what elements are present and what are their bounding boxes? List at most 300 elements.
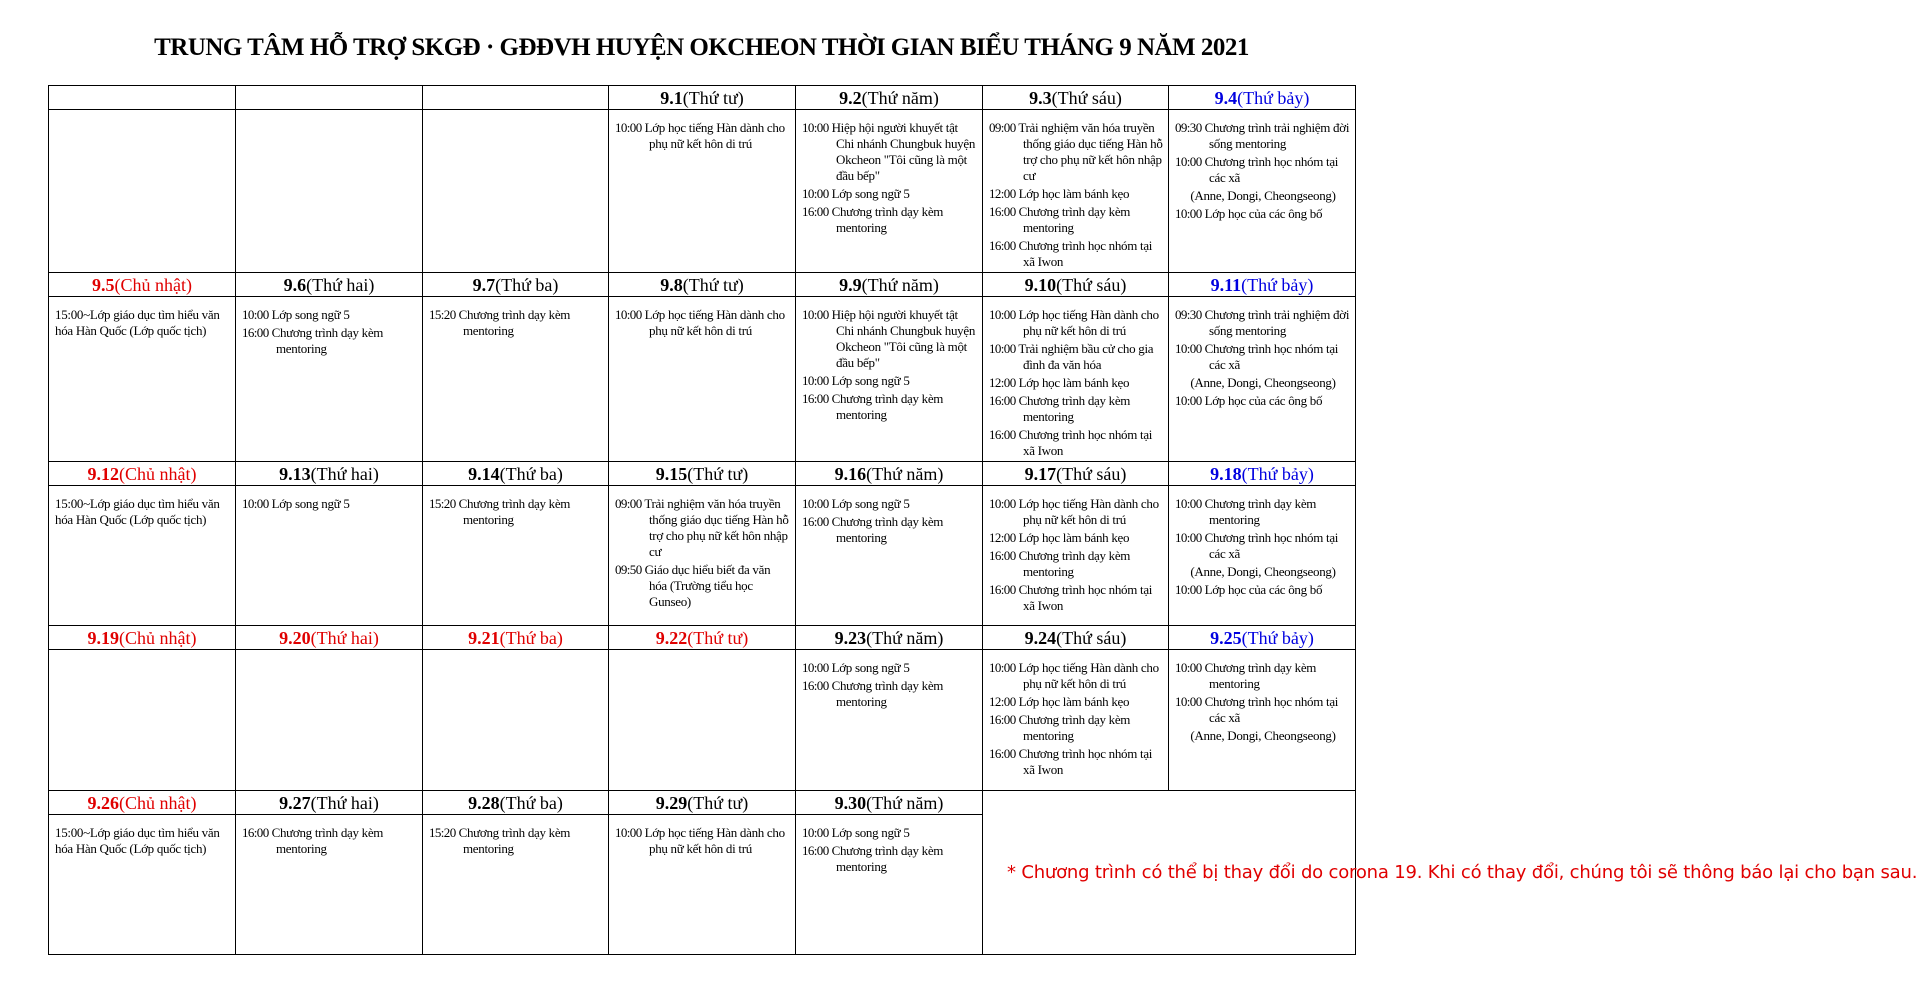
- event-item: [1175, 530, 1351, 562]
- event-time: 10:00: [1175, 154, 1202, 169]
- day-name: (Chủ nhật): [119, 792, 197, 813]
- event-item: [989, 375, 1164, 391]
- day-header: [423, 791, 609, 815]
- day-name: (Thứ năm): [861, 87, 939, 108]
- day-number: 9.7: [472, 274, 496, 295]
- event-text: Lớp học làm bánh kẹo: [1018, 530, 1130, 545]
- day-name: (Thứ tư): [682, 87, 744, 108]
- day-name: (Thứ ba): [495, 274, 559, 295]
- day-header: [609, 791, 796, 815]
- day-cell: [49, 486, 236, 626]
- event-text: Lớp học làm bánh kẹo: [1018, 186, 1130, 201]
- day-name: (Thứ tư): [687, 627, 749, 648]
- event-item: [989, 694, 1164, 710]
- day-number: 9.12: [87, 463, 119, 484]
- event-time: 10:00: [1175, 341, 1202, 356]
- day-header: [796, 273, 983, 297]
- event-item: [802, 186, 978, 202]
- event-time: 16:00: [989, 548, 1016, 563]
- day-name: (Chủ nhật): [119, 463, 197, 484]
- event-text: Chương trình học nhóm tại xã Iwon: [1018, 582, 1153, 613]
- event-item: [989, 712, 1164, 744]
- week-content-row: [49, 486, 1356, 626]
- event-time: 15:20: [429, 496, 456, 511]
- day-header: [423, 626, 609, 650]
- event-item: [55, 825, 231, 857]
- day-cell: [1169, 110, 1356, 273]
- event-item: [1175, 496, 1351, 528]
- event-time: 15:20: [429, 825, 456, 840]
- day-cell: [49, 110, 236, 273]
- day-cell: [983, 297, 1169, 462]
- event-text: Lớp song ngữ 5: [831, 186, 910, 201]
- event-text: Lớp học của các ông bố: [1204, 393, 1323, 408]
- day-number: 9.27: [279, 792, 311, 813]
- event-item: [802, 391, 978, 423]
- day-number: 9.17: [1024, 463, 1057, 484]
- day-number: 9.15: [655, 463, 688, 484]
- day-header: [609, 86, 796, 110]
- event-text: Hiệp hội người khuyết tật Chi nhánh Chungbuk huyện Okcheon "Tôi cũng là một đầu bếp": [831, 307, 976, 370]
- event-item: [802, 825, 978, 841]
- day-cell: [983, 650, 1169, 791]
- event-text: Chương trình dạy kèm mentoring: [831, 514, 944, 545]
- day-number: 9.13: [279, 463, 311, 484]
- day-cell: [49, 650, 236, 791]
- event-item: [1175, 694, 1351, 726]
- event-item: [802, 496, 978, 512]
- event-text: Lớp học tiếng Hàn dành cho phụ nữ kết hôn di trú: [644, 825, 785, 856]
- day-cell: [423, 486, 609, 626]
- event-time: 10:00: [1175, 660, 1202, 675]
- event-text: Lớp học tiếng Hàn dành cho phụ nữ kết hôn di trú: [644, 120, 785, 151]
- event-time: 16:00: [989, 204, 1016, 219]
- event-text: Lớp học tiếng Hàn dành cho phụ nữ kết hôn di trú: [1018, 496, 1159, 527]
- event-item: [989, 307, 1164, 339]
- event-text: Chương trình học nhóm tại xã Iwon: [1018, 427, 1153, 458]
- day-number: 9.6: [283, 274, 307, 295]
- event-text: Chương trình dạy kèm mentoring: [458, 307, 571, 338]
- day-header: [49, 273, 236, 297]
- event-text: Chương trình học nhóm tại xã Iwon: [1018, 238, 1153, 269]
- day-cell: [609, 486, 796, 626]
- day-number: 9.3: [1029, 87, 1052, 108]
- event-text: Chương trình học nhóm tại các xã: [1204, 694, 1339, 725]
- day-header: [49, 791, 236, 815]
- day-header: [796, 791, 983, 815]
- event-item: [242, 307, 418, 323]
- event-item: [802, 660, 978, 676]
- day-cell: [609, 110, 796, 273]
- day-header: [49, 462, 236, 486]
- day-cell: [236, 297, 423, 462]
- event-item: [989, 427, 1164, 459]
- event-text: Chương trình dạy kèm mentoring: [271, 825, 384, 856]
- event-time: 10:00: [615, 120, 642, 135]
- event-time: 16:00: [989, 427, 1016, 442]
- event-time: 10:00: [802, 373, 829, 388]
- event-item: [429, 496, 604, 528]
- day-number: 9.20: [279, 627, 311, 648]
- day-header: [49, 86, 236, 110]
- event-time: 10:00: [802, 186, 829, 201]
- event-time: 09:50: [615, 562, 642, 577]
- day-name: (Thứ năm): [866, 463, 944, 484]
- event-text: Chương trình dạy kèm mentoring: [271, 325, 384, 356]
- day-number: 9.28: [468, 792, 500, 813]
- event-time: 16:00: [989, 712, 1016, 727]
- event-item: [802, 514, 978, 546]
- event-item: [1175, 120, 1351, 152]
- event-time: 10:00: [242, 307, 269, 322]
- event-text: Chương trình học nhóm tại các xã: [1204, 341, 1339, 372]
- day-header: [423, 86, 609, 110]
- event-text: Chương trình dạy kèm mentoring: [1018, 393, 1131, 424]
- event-time: 09:00: [989, 120, 1016, 135]
- event-item: [1175, 375, 1351, 391]
- event-time: 12:00: [989, 530, 1016, 545]
- event-text: Chương trình dạy kèm mentoring: [458, 825, 571, 856]
- day-header: [236, 86, 423, 110]
- day-name: (Thứ sáu): [1056, 463, 1127, 484]
- day-name: (Thứ bảy): [1241, 274, 1314, 295]
- event-time: 16:00: [989, 582, 1016, 597]
- event-text: (Anne, Dongi, Cheongseong): [1190, 728, 1336, 743]
- event-item: [802, 307, 978, 371]
- day-header: [609, 273, 796, 297]
- day-number: 9.23: [834, 627, 867, 648]
- event-text: Trải nghiệm văn hóa truyền thống giáo dục tiếng Hàn hỗ trợ cho phụ nữ kết hôn nhập cư: [1018, 120, 1163, 183]
- day-name: (Thứ bảy): [1241, 627, 1314, 648]
- day-number: 9.10: [1024, 274, 1057, 295]
- event-time: 16:00: [989, 746, 1016, 761]
- day-header: [1169, 462, 1356, 486]
- event-item: [242, 496, 418, 512]
- day-header: [1169, 626, 1356, 650]
- event-time: 16:00: [802, 678, 829, 693]
- day-cell: [796, 110, 983, 273]
- week-content-row: [49, 110, 1356, 273]
- event-text: Lớp học làm bánh kẹo: [1018, 375, 1130, 390]
- day-header: [236, 791, 423, 815]
- event-time: 16:00: [802, 843, 829, 858]
- event-text: Chương trình dạy kèm mentoring: [1018, 712, 1131, 743]
- event-time: 15:20: [429, 307, 456, 322]
- day-header: [423, 462, 609, 486]
- event-item: [989, 548, 1164, 580]
- event-time: 16:00: [802, 514, 829, 529]
- event-time: 10:00: [1175, 496, 1202, 511]
- day-cell: [796, 815, 983, 955]
- event-item: [615, 496, 791, 560]
- day-header: [236, 626, 423, 650]
- event-time: 09:30: [1175, 307, 1202, 322]
- event-time: 10:00: [802, 120, 829, 135]
- event-time: 16:00: [989, 238, 1016, 253]
- event-text: Hiệp hội người khuyết tật Chi nhánh Chungbuk huyện Okcheon "Tôi cũng là một đầu bếp": [831, 120, 976, 183]
- event-item: [55, 307, 231, 339]
- day-cell: [983, 486, 1169, 626]
- event-time: 09:30: [1175, 120, 1202, 135]
- day-number: 9.2: [839, 87, 862, 108]
- event-time: 16:00: [989, 393, 1016, 408]
- day-cell: [423, 297, 609, 462]
- event-item: [989, 530, 1164, 546]
- day-name: (Thứ sáu): [1051, 87, 1122, 108]
- event-time: 12:00: [989, 375, 1016, 390]
- day-number: 9.24: [1024, 627, 1057, 648]
- event-item: [1175, 393, 1351, 409]
- event-time: 10:00: [1175, 530, 1202, 545]
- day-header: [1169, 273, 1356, 297]
- event-time: 09:00: [615, 496, 642, 511]
- day-name: (Thứ ba): [499, 463, 563, 484]
- event-text: 15:00~Lớp giáo dục tìm hiểu văn hóa Hàn Quốc (Lớp quốc tịch): [55, 307, 220, 338]
- week-content-row: [49, 650, 1356, 791]
- event-text: Lớp học của các ông bố: [1204, 582, 1323, 597]
- page-title: TRUNG TÂM HỖ TRỢ SKGĐ · GĐĐVH HUYỆN OKCHEON THỜI GIAN BIỂU THÁNG 9 NĂM 2021: [154, 34, 1249, 61]
- day-cell: [236, 486, 423, 626]
- event-text: Lớp học tiếng Hàn dành cho phụ nữ kết hôn di trú: [1018, 660, 1159, 691]
- day-name: (Thứ năm): [866, 627, 944, 648]
- event-item: [989, 746, 1164, 778]
- event-item: [989, 496, 1164, 528]
- day-cell: [1169, 486, 1356, 626]
- event-time: 16:00: [802, 391, 829, 406]
- day-name: (Thứ sáu): [1056, 627, 1127, 648]
- day-cell: [796, 486, 983, 626]
- event-item: [989, 660, 1164, 692]
- event-text: Lớp song ngữ 5: [831, 825, 910, 840]
- day-name: (Chủ nhật): [119, 627, 197, 648]
- day-name: (Thứ hai): [310, 792, 379, 813]
- day-name: (Thứ bảy): [1241, 463, 1314, 484]
- week-header-row: [49, 626, 1356, 650]
- day-name: (Thứ hai): [310, 627, 379, 648]
- day-name: (Thứ tư): [687, 792, 749, 813]
- event-item: [989, 186, 1164, 202]
- event-item: [1175, 188, 1351, 204]
- day-number: 9.14: [468, 463, 500, 484]
- event-text: Chương trình dạy kèm mentoring: [831, 843, 944, 874]
- event-item: [989, 238, 1164, 270]
- event-time: 10:00: [615, 825, 642, 840]
- event-text: Chương trình dạy kèm mentoring: [1018, 548, 1131, 579]
- event-text: Chương trình học nhóm tại các xã: [1204, 154, 1339, 185]
- calendar-table: [48, 85, 1917, 955]
- event-item: [802, 120, 978, 184]
- day-header: [236, 273, 423, 297]
- day-cell: [236, 650, 423, 791]
- event-time: 16:00: [802, 204, 829, 219]
- event-text: Lớp song ngữ 5: [831, 496, 910, 511]
- day-cell: [796, 650, 983, 791]
- event-time: 10:00: [242, 496, 269, 511]
- event-item: [1175, 206, 1351, 222]
- event-time: 10:00: [615, 307, 642, 322]
- day-cell: [49, 815, 236, 955]
- event-text: Lớp song ngữ 5: [831, 373, 910, 388]
- event-item: [1175, 564, 1351, 580]
- day-number: 9.22: [655, 627, 688, 648]
- event-text: Chương trình dạy kèm mentoring: [458, 496, 571, 527]
- event-time: 10:00: [989, 660, 1016, 675]
- week-header-row: [49, 791, 1356, 815]
- event-time: 10:00: [989, 307, 1016, 322]
- day-number: 9.4: [1214, 87, 1238, 108]
- event-text: 15:00~Lớp giáo dục tìm hiểu văn hóa Hàn Quốc (Lớp quốc tịch): [55, 496, 220, 527]
- event-text: Chương trình học nhóm tại xã Iwon: [1018, 746, 1153, 777]
- event-item: [1175, 582, 1351, 598]
- event-item: [1175, 728, 1351, 744]
- event-item: [989, 341, 1164, 373]
- day-number: 9.9: [839, 274, 862, 295]
- event-text: (Anne, Dongi, Cheongseong): [1190, 188, 1336, 203]
- event-time: 16:00: [242, 825, 269, 840]
- event-time: 10:00: [802, 496, 829, 511]
- event-text: Chương trình dạy kèm mentoring: [831, 391, 944, 422]
- day-number: 9.25: [1210, 627, 1242, 648]
- corona-notice: * Chương trình có thể bị thay đổi do corona 19. Khi có thay đổi, chúng tôi sẽ thông báo lại cho bạn sau.: [1007, 862, 1917, 883]
- week-header-row: [49, 462, 1356, 486]
- day-header: [423, 273, 609, 297]
- day-name: (Thứ năm): [866, 792, 944, 813]
- event-text: Lớp song ngữ 5: [271, 307, 350, 322]
- day-name: (Thứ ba): [499, 627, 563, 648]
- day-number: 9.1: [660, 87, 683, 108]
- event-time: 10:00: [1175, 582, 1202, 597]
- day-cell: [236, 815, 423, 955]
- event-item: [802, 678, 978, 710]
- day-header: [1169, 86, 1356, 110]
- day-name: (Thứ tư): [682, 274, 744, 295]
- day-number: 9.29: [655, 792, 688, 813]
- event-text: Giáo dục hiểu biết đa văn hóa (Trường tiểu học Gunseo): [644, 562, 771, 609]
- day-cell: [609, 650, 796, 791]
- day-header: [983, 86, 1169, 110]
- event-time: 10:00: [1175, 393, 1202, 408]
- day-cell: [609, 815, 796, 955]
- day-name: (Thứ ba): [499, 792, 563, 813]
- day-cell: [609, 297, 796, 462]
- event-text: Chương trình dạy kèm mentoring: [1204, 496, 1317, 527]
- event-time: 10:00: [989, 341, 1016, 356]
- event-text: Lớp học tiếng Hàn dành cho phụ nữ kết hôn di trú: [644, 307, 785, 338]
- day-cell: [49, 297, 236, 462]
- event-item: [989, 582, 1164, 614]
- day-number: 9.5: [92, 274, 115, 295]
- day-header: [796, 86, 983, 110]
- event-item: [615, 825, 791, 857]
- event-text: (Anne, Dongi, Cheongseong): [1190, 564, 1336, 579]
- event-time: 16:00: [242, 325, 269, 340]
- event-text: Chương trình dạy kèm mentoring: [831, 678, 944, 709]
- event-time: 10:00: [802, 825, 829, 840]
- day-number: 9.19: [87, 627, 119, 648]
- event-item: [989, 120, 1164, 184]
- event-time: 10:00: [989, 496, 1016, 511]
- event-text: Chương trình học nhóm tại các xã: [1204, 530, 1339, 561]
- day-number: 9.18: [1210, 463, 1242, 484]
- event-item: [989, 204, 1164, 236]
- event-time: 12:00: [989, 694, 1016, 709]
- event-item: [242, 825, 418, 857]
- event-text: Lớp học tiếng Hàn dành cho phụ nữ kết hôn di trú: [1018, 307, 1159, 338]
- day-header: [983, 462, 1169, 486]
- notice-cell: [983, 791, 1917, 955]
- day-name: (Thứ sáu): [1056, 274, 1127, 295]
- day-header: [236, 462, 423, 486]
- event-time: 10:00: [1175, 206, 1202, 221]
- day-cell: [423, 110, 609, 273]
- week-content-row: [49, 297, 1356, 462]
- day-cell: [423, 650, 609, 791]
- event-item: [615, 307, 791, 339]
- event-text: Chương trình dạy kèm mentoring: [1018, 204, 1131, 235]
- day-name: (Thứ bảy): [1237, 87, 1310, 108]
- day-number: 9.21: [468, 627, 500, 648]
- day-number: 9.26: [87, 792, 119, 813]
- week-header-row: [49, 86, 1356, 110]
- event-item: [989, 393, 1164, 425]
- day-cell: [1169, 297, 1356, 462]
- day-number: 9.8: [660, 274, 683, 295]
- event-text: Trải nghiệm bầu cử cho gia đình đa văn hóa: [1018, 341, 1154, 372]
- event-time: 10:00: [802, 660, 829, 675]
- day-header: [983, 273, 1169, 297]
- event-text: Chương trình dạy kèm mentoring: [1204, 660, 1317, 691]
- event-time: 10:00: [802, 307, 829, 322]
- event-text: Lớp song ngữ 5: [831, 660, 910, 675]
- event-item: [1175, 341, 1351, 373]
- event-item: [802, 843, 978, 875]
- day-header: [609, 462, 796, 486]
- day-header: [609, 626, 796, 650]
- event-text: Trải nghiệm văn hóa truyền thống giáo dục tiếng Hàn hỗ trợ cho phụ nữ kết hôn nhập cư: [644, 496, 789, 559]
- event-item: [429, 825, 604, 857]
- day-cell: [796, 297, 983, 462]
- day-cell: [1169, 650, 1356, 791]
- event-time: 12:00: [989, 186, 1016, 201]
- day-header: [983, 626, 1169, 650]
- day-name: (Thứ tư): [687, 463, 749, 484]
- day-cell: [983, 110, 1169, 273]
- day-header: [796, 462, 983, 486]
- event-text: Lớp học của các ông bố: [1204, 206, 1323, 221]
- day-cell: [236, 110, 423, 273]
- event-item: [615, 562, 791, 610]
- event-time: 10:00: [1175, 694, 1202, 709]
- event-text: 15:00~Lớp giáo dục tìm hiểu văn hóa Hàn Quốc (Lớp quốc tịch): [55, 825, 220, 856]
- event-item: [615, 120, 791, 152]
- day-header: [796, 626, 983, 650]
- event-item: [1175, 154, 1351, 186]
- day-header: [49, 626, 236, 650]
- event-item: [802, 373, 978, 389]
- event-text: Chương trình dạy kèm mentoring: [831, 204, 944, 235]
- day-name: (Chủ nhật): [114, 274, 192, 295]
- event-item: [1175, 660, 1351, 692]
- day-name: (Thứ hai): [306, 274, 375, 295]
- event-text: Chương trình trải nghiệm đời sống mentoring: [1204, 307, 1350, 338]
- day-cell: [423, 815, 609, 955]
- day-number: 9.30: [834, 792, 867, 813]
- event-text: (Anne, Dongi, Cheongseong): [1190, 375, 1336, 390]
- day-number: 9.16: [834, 463, 867, 484]
- week-header-row: [49, 273, 1356, 297]
- event-item: [55, 496, 231, 528]
- day-name: (Thứ năm): [861, 274, 939, 295]
